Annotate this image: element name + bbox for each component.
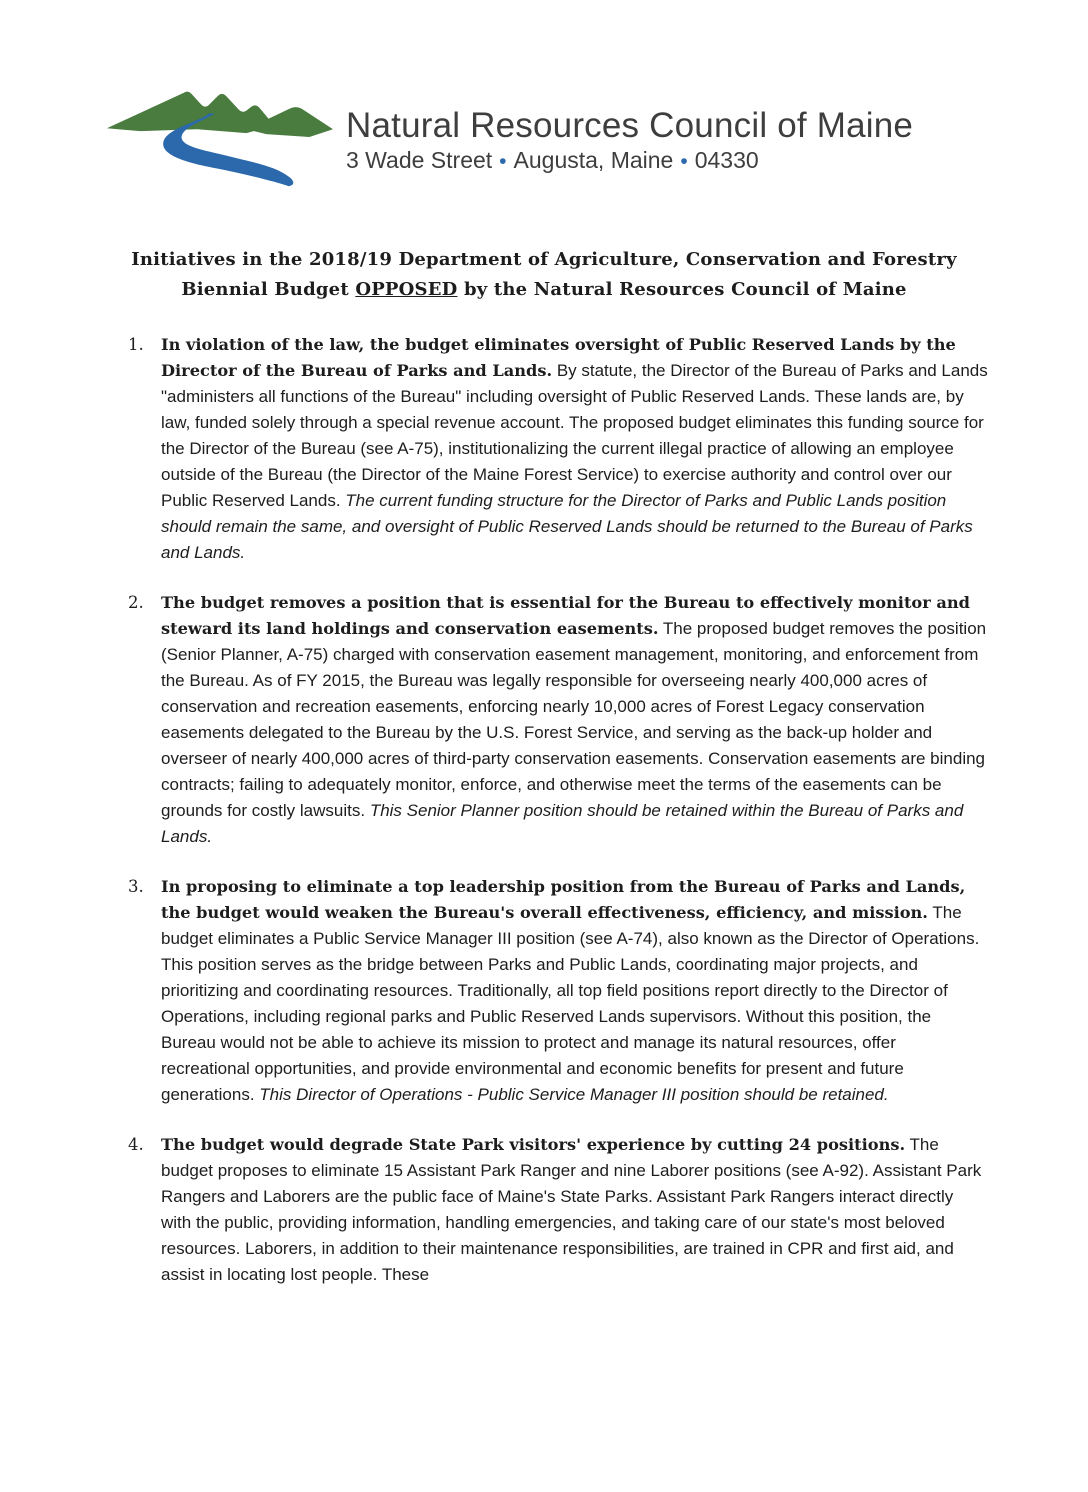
- title-opposed-underlined: OPPOSED: [355, 279, 458, 300]
- org-name: Natural Resources Council of Maine: [346, 106, 914, 145]
- nrcm-logo: [100, 84, 338, 197]
- document-page: [0, 84, 1088, 1288]
- item-paragraph: [161, 332, 988, 566]
- list-item-4: [128, 1132, 988, 1288]
- item-lead-bold: In violation of the law, the budget eliminates oversight of Public Reserved Lands by the Director of the Bureau of Parks and Lands.: [161, 335, 956, 380]
- item-lead-bold: The budget removes a position that is essential for the Bureau to effectively monitor and steward its land holdings and conservation easements.: [161, 593, 970, 638]
- item-paragraph: [161, 874, 988, 1108]
- list-item-3: [128, 874, 988, 1108]
- list-item-2: [128, 590, 988, 850]
- item-number: 1.: [128, 335, 144, 354]
- address-zip: 04330: [694, 147, 759, 174]
- item-number: 3.: [128, 877, 144, 896]
- item-lead-bold: In proposing to eliminate a top leadership position from the Bureau of Parks and Lands, the budget would weaken the Bureau's overall effectiveness, efficiency, and mission.: [161, 877, 966, 922]
- document-title: [0, 245, 1088, 305]
- bullet-separator-icon: •: [499, 150, 507, 174]
- item-body-text: The proposed budget removes the position (Senior Planner, A-75) charged with conservation easement management, monitoring, and enforcement from the Bureau. As of FY 2015, the Bureau was legally responsible for overseeing nearly 400,000 acres of conservation and recreation easements, enforcing nearly 10,000 acres of Forest Legacy conservation easements delegated to the Bureau by the U.S. Forest Service, and serving as the back-up holder and overseer of nearly 400,000 acres of third-party conservation easements. Conservation easements are binding contracts; failing to adequately monitor, enforce, and otherwise meet the terms of the easements can be grounds for costly lawsuits.: [161, 619, 987, 820]
- title-line-2: [0, 275, 1088, 305]
- list-item-1: [128, 332, 988, 566]
- item-conclusion-italic: This Director of Operations - Public Service Manager III position should be retained.: [259, 1085, 889, 1104]
- title-line2-pre: Biennial Budget: [181, 279, 356, 300]
- numbered-list: [128, 332, 988, 1288]
- letterhead-text: [346, 84, 913, 174]
- title-line-1: Initiatives in the 2018/19 Department of Agriculture, Conservation and Forestry: [131, 249, 957, 270]
- item-conclusion-italic: The current funding structure for the Director of Parks and Public Lands position should remain the same, and oversight of Public Reserved Lands should be returned to the Bureau of Parks and Lands.: [161, 491, 973, 562]
- item-paragraph: [161, 1132, 988, 1288]
- item-body-text: By statute, the Director of the Bureau of Parks and Lands "administers all functions of the Bureau" including oversight of Public Reserved Lands. These lands are, by law, funded solely through a special revenue account. The proposed budget eliminates this funding source for the Director of the Bureau (see A-75), institutionalizing the current illegal practice of allowing an employee outside of the Bureau (the Director of the Maine Forest Service) to exercise authority and control over our Public Reserved Lands.: [161, 361, 988, 510]
- address-street: 3 Wade Street: [346, 147, 493, 174]
- item-number: 4.: [128, 1135, 144, 1154]
- item-body-text: The budget proposes to eliminate 15 Assistant Park Ranger and nine Laborer positions (see A-92). Assistant Park Rangers and Laborers are the public face of Maine's State Parks. Assistant Park Rangers interact directly with the public, providing information, handling emergencies, and taking care of our state's most beloved resources. Laborers, in addition to their maintenance responsibilities, are trained in CPR and first aid, and assist in locating lost people. These: [161, 1135, 982, 1284]
- item-body-text: The budget eliminates a Public Service Manager III position (see A-74), also known as the Director of Operations. This position serves as the bridge between Parks and Public Lands, coordinating major projects, and prioritizing and coordinating resources. Traditionally, all top field positions report directly to the Director of Operations, including regional parks and Public Reserved Lands supervisors. Without this position, the Bureau would not be able to achieve its mission to protect and manage its natural resources, offer recreational opportunities, and provide environmental and economic benefits for present and future generations.: [161, 903, 980, 1104]
- org-address: [346, 147, 913, 174]
- item-lead-bold: The budget would degrade State Park visitors' experience by cutting 24 positions.: [161, 1135, 906, 1154]
- item-conclusion-italic: This Senior Planner position should be retained within the Bureau of Parks and Lands.: [161, 801, 964, 846]
- bullet-separator-icon: •: [680, 150, 688, 174]
- letterhead: [100, 84, 1088, 197]
- item-number: 2.: [128, 593, 144, 612]
- title-line2-post: by the Natural Resources Council of Maine: [457, 279, 907, 300]
- mountains-icon: [107, 92, 274, 134]
- item-paragraph: [161, 590, 988, 850]
- address-city: Augusta, Maine: [513, 147, 674, 174]
